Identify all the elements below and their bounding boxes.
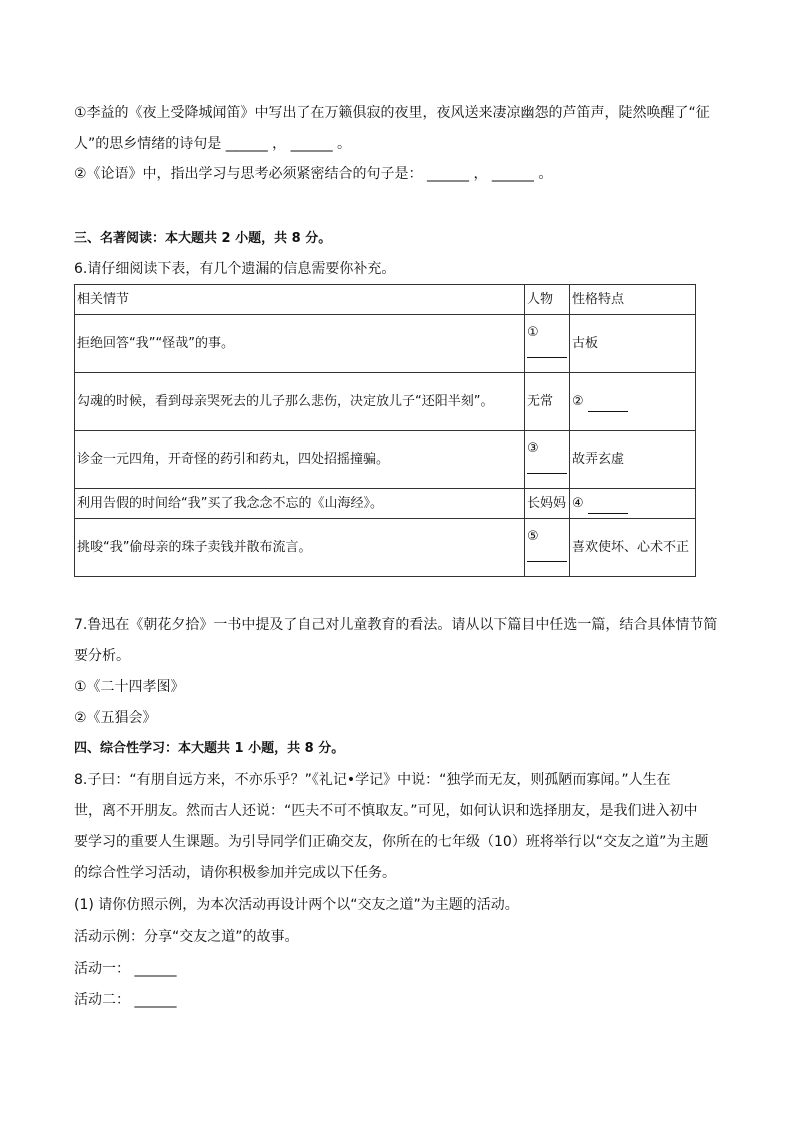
row-plot: 勾魂的时候，看到母亲哭死去的儿子那么悲伤，决定放儿子“还阳半刻”。 xyxy=(75,373,525,431)
row-plot: 利用告假的时间给“我”买了我念念不忘的《山海经》。 xyxy=(75,489,525,519)
row-trait: 古板 xyxy=(570,315,696,373)
q1-line-1: ①李益的《夜上受降城闻笛》中写出了在万籁俱寂的夜里，夜风送来凄凉幽怨的芦笛声，陡然唤醒了“征 xyxy=(74,105,710,121)
task-1: (1) 请你仿照示例，为本次活动再设计两个以“交友之道”为主题的活动。 xyxy=(74,897,519,913)
header-plot: 相关情节 xyxy=(75,285,525,315)
q7-option-1: ①《二十四孝图》 xyxy=(74,679,185,695)
row-trait: ② xyxy=(572,393,584,409)
row-person: 无常 xyxy=(525,373,570,431)
answer-blank xyxy=(527,459,567,474)
header-trait: 性格特点 xyxy=(570,285,696,315)
table-row xyxy=(75,431,696,489)
row-trait: 喜欢使坏、心术不正 xyxy=(570,519,696,577)
activity-example: 活动示例：分享“交友之道”的故事。 xyxy=(74,929,299,945)
row-trait-blank xyxy=(570,373,696,431)
section-3-heading: 三、名著阅读：本大题共 2 小题，共 8 分。 xyxy=(74,231,332,246)
activity-1: 活动一： ______ xyxy=(74,961,177,977)
row-trait: 故弄玄虚 xyxy=(570,431,696,489)
row-plot: 拒绝回答“我”“怪哉”的事。 xyxy=(75,315,525,373)
row-person: ① xyxy=(527,324,539,340)
table-header-row xyxy=(75,285,696,315)
row-plot: 挑唆“我”偷母亲的珠子卖钱并散布流言。 xyxy=(75,519,525,577)
header-person: 人物 xyxy=(525,285,570,315)
section-4-heading: 四、综合性学习：本大题共 1 小题，共 8 分。 xyxy=(74,741,345,756)
q8-line-4: 的综合性学习活动，请你积极参加并完成以下任务。 xyxy=(74,865,396,881)
info-table xyxy=(74,284,696,577)
answer-blank xyxy=(527,547,567,562)
row-trait-blank xyxy=(570,489,696,519)
row-plot: 诊金一元四角，开奇怪的药引和药丸，四处招摇撞骗。 xyxy=(75,431,525,489)
q7-option-2: ②《五猖会》 xyxy=(74,710,157,726)
q7-line-2: 要分析。 xyxy=(74,648,130,664)
answer-blank xyxy=(527,343,567,358)
row-trait: ④ xyxy=(572,495,584,511)
activity-2: 活动二： ______ xyxy=(74,992,177,1008)
row-person: ⑤ xyxy=(527,528,539,544)
table-row xyxy=(75,519,696,577)
row-person-blank xyxy=(525,519,570,577)
q8-line-2: 世，离不开朋友。然而古人还说：“匹夫不可不慎取友。”可见，如何认识和选择朋友，是我们进入初中 xyxy=(74,803,698,819)
q8-line-1: 8.子曰：“有朋自远方来，不亦乐乎？”《礼记•学记》中说：“独学而无友，则孤陋而寡闻。”人生在 xyxy=(74,772,671,788)
row-person: ③ xyxy=(527,440,539,456)
table-row xyxy=(75,373,696,431)
answer-blank xyxy=(588,499,628,514)
answer-blank xyxy=(588,397,628,412)
q7-line-1: 7.鲁迅在《朝花夕拾》一书中提及了自己对儿童教育的看法。请从以下篇目中任选一篇，结合具体情节简 xyxy=(74,617,718,633)
row-person-blank xyxy=(525,431,570,489)
table-row xyxy=(75,315,696,373)
table-row xyxy=(75,489,696,519)
row-person-blank xyxy=(525,315,570,373)
q6-prompt: 6.请仔细阅读下表，有几个遗漏的信息需要你补充。 xyxy=(74,261,396,277)
q2-line: ②《论语》中，指出学习与思考必须紧密结合的句子是： ______ ， ______ 。 xyxy=(74,166,553,182)
q1-line-2: 人”的思乡情绪的诗句是 ______ ， ______ 。 xyxy=(74,136,352,152)
row-person: 长妈妈 xyxy=(525,489,570,519)
q8-line-3: 要学习的重要人生课题。为引导同学们正确交友，你所在的七年级（10）班将举行以“交友之道”为主题 xyxy=(74,834,709,850)
